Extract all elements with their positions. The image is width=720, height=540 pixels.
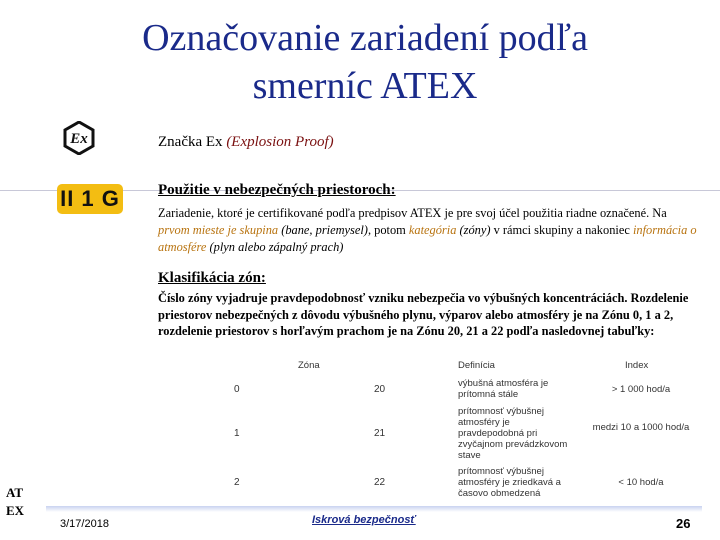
usage-highlight-group: prvom mieste je skupina bbox=[158, 223, 279, 237]
table-cell-index: medzi 10 a 1000 hod/a bbox=[592, 422, 690, 433]
ex-hexagon-icon bbox=[62, 121, 96, 155]
table-header-zone: Zóna bbox=[298, 360, 320, 371]
usage-text-5: v rámci skupiny a nakoniec bbox=[490, 223, 633, 237]
table-header-definition: Definícia bbox=[458, 360, 495, 371]
table-cell-gas-zone: 1 bbox=[234, 428, 240, 439]
table-cell-gas-zone: 2 bbox=[234, 477, 240, 488]
ex-mark-label: Značka Ex bbox=[158, 134, 227, 150]
table-cell-definition: výbušná atmosféra je prítomná stále bbox=[458, 378, 549, 400]
usage-italic-1: (bane, priemysel) bbox=[281, 223, 368, 237]
table-cell-dust-zone: 20 bbox=[374, 384, 386, 395]
usage-heading: Použitie v nebezpečných priestoroch: bbox=[158, 182, 396, 198]
ii-1g-label-icon bbox=[57, 184, 123, 214]
zones-paragraph: Číslo zóny vyjadruje pravdepodobnosť vzniku nebezpečia vo výbušných koncentráciách. Rozdelenie priestorov nebezpečných z dôvodu výbušného plynu, výparov alebo atmosféry je na Zónu 0, 1 a 2, rozdelenie priestorov s horľavým prachom je na Zónu 20, 21 a 22 podľa nasledovnej tabuľky: bbox=[158, 291, 689, 338]
table-cell-definition: prítomnosť výbušnej atmosféry je pravdepodobná pri zvyčajnom prevádzkovom stave bbox=[458, 406, 568, 461]
slide-title bbox=[60, 14, 670, 110]
usage-italic-2: (zóny) bbox=[459, 223, 491, 237]
table-cell-gas-zone: 0 bbox=[234, 384, 240, 395]
page-number: 26 bbox=[676, 516, 691, 531]
svg-text:Ex: Ex bbox=[70, 131, 88, 147]
usage-highlight-category: kategória bbox=[408, 223, 457, 237]
zone-table bbox=[220, 356, 690, 499]
table-cell-definition: prítomnosť výbušnej atmosféry je zriedkavá a časovo obmedzená bbox=[458, 466, 561, 499]
side-label bbox=[6, 484, 24, 520]
usage-highlight-atmosphere: informácia o atmosfére bbox=[158, 223, 697, 254]
table-cell-dust-zone: 21 bbox=[374, 428, 386, 439]
table-cell-index: < 10 hod/a bbox=[618, 477, 664, 488]
slide-title-line-2: smerníc ATEX bbox=[252, 65, 478, 107]
table-header-index: Index bbox=[625, 360, 649, 371]
table-cell-index: > 1 000 hod/a bbox=[611, 384, 671, 395]
zones-heading: Klasifikácia zón: bbox=[158, 270, 266, 286]
side-label-line-2: EX bbox=[6, 503, 25, 518]
usage-italic-3: (plyn alebo zápalný prach) bbox=[209, 240, 344, 254]
side-label-line-1: AT bbox=[6, 485, 24, 500]
footer-bar bbox=[46, 506, 702, 512]
ii-1g-label-text: II 1 G bbox=[60, 186, 120, 211]
ex-mark-note: (Explosion Proof) bbox=[226, 134, 334, 150]
table-cell-dust-zone: 22 bbox=[374, 477, 386, 488]
slide-title-line-1: Označovanie zariadení podľa bbox=[142, 17, 588, 59]
footer-center-link[interactable]: Iskrová bezpečnosť bbox=[312, 514, 416, 526]
ex-mark-line bbox=[158, 134, 334, 151]
usage-text-3: , potom bbox=[367, 223, 409, 237]
footer-date: 3/17/2018 bbox=[60, 518, 109, 530]
usage-text-1: Zariadenie, ktoré je certifikované podľa predpisov ATEX je pre svoj účel použitia riadne označené. Na bbox=[158, 206, 667, 220]
usage-paragraph bbox=[158, 205, 698, 256]
